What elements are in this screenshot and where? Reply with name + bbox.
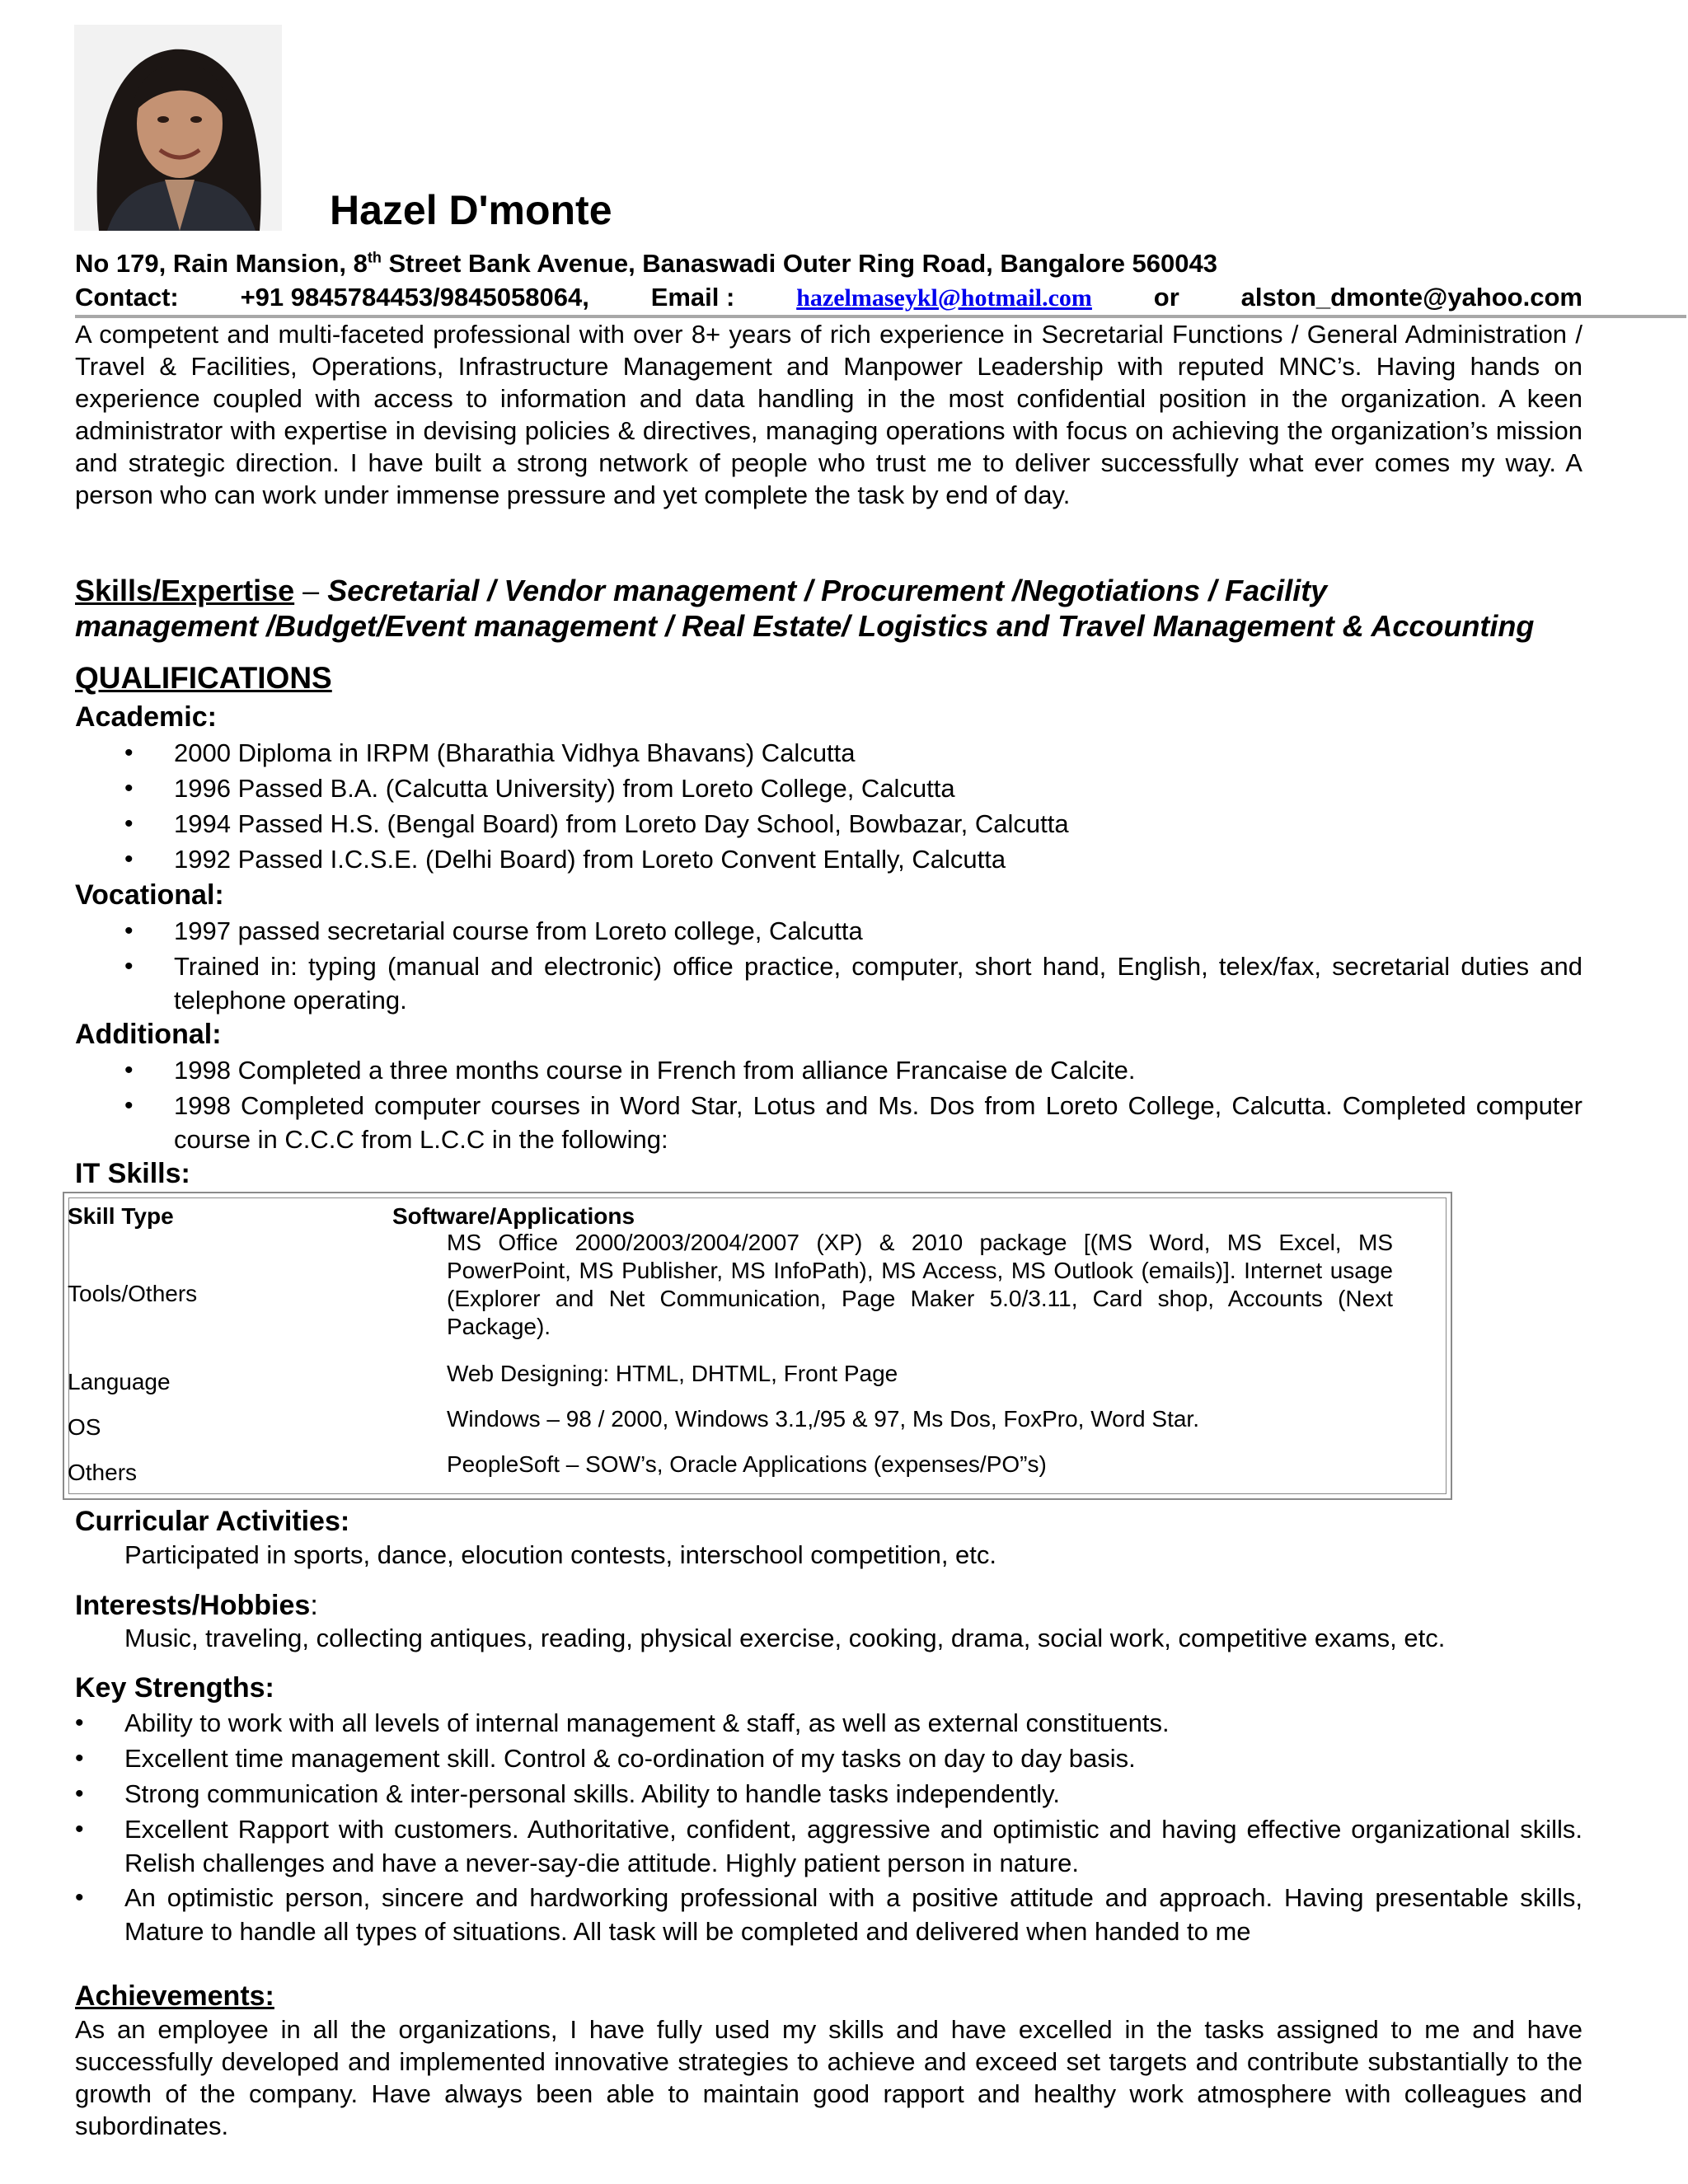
column-header-skill-type: Skill Type	[68, 1203, 174, 1229]
contact-line	[75, 282, 1582, 314]
email-label: Email :	[650, 283, 735, 312]
interests-colon: :	[310, 1590, 318, 1621]
skills-expertise	[75, 573, 1616, 644]
list-item: • 1994 Passed H.S. (Bengal Board) from Loreto Day School, Bowbazar, Calcutta	[174, 807, 1582, 841]
address-superscript: th	[367, 249, 382, 266]
list-item: • 1998 Completed a three months course in French from alliance Francaise de Calcite.	[174, 1053, 1582, 1088]
list-item: • An optimistic person, sincere and hardworking professional with a positive attitude and approach. Having presentable skills, Mature to handle all types of situations. All task will be completed and delivered when handed to me	[124, 1881, 1582, 1948]
email-secondary: alston_dmonte@yahoo.com	[1240, 283, 1582, 312]
academic-list	[174, 736, 1582, 878]
additional-list	[174, 1053, 1582, 1157]
list-item: • 2000 Diploma in IRPM (Bharathia Vidhya Bhavans) Calcutta	[174, 736, 1582, 771]
list-item: • Excellent time management skill. Control & co-ordination of my tasks on day to day basis.	[124, 1741, 1582, 1776]
row-skill-type: OS	[68, 1414, 101, 1440]
key-strengths-heading: Key Strengths:	[75, 1672, 274, 1704]
academic-heading: Academic:	[75, 701, 217, 733]
skills-dash: –	[294, 574, 328, 607]
achievements-text: As an employee in all the organizations, I have fully used my skills and have excelled in the tasks assigned to me and have successfully developed and implemented innovative strategies to achieve and exceed set targets and contribute substantially to the growth of the company. Have always been able to maintain good rapport and healthy work atmosphere with colleagues and subordinates.	[75, 2015, 1582, 2140]
list-item: • 1998 Completed computer courses in Word Star, Lotus and Ms. Dos from Loreto College, Calcutta. Completed computer course in C.C.C from L.C.C in the following:	[174, 1089, 1582, 1156]
skills-line-2: management /Budget/Event management / Real Estate/ Logistics and Travel Management & Accounting	[75, 609, 1535, 643]
address-part: No 179, Rain Mansion, 8	[75, 249, 368, 278]
or-text: or	[1153, 283, 1179, 312]
profile-summary: A competent and multi-faceted professional with over 8+ years of rich experience in Secretarial Functions / General Administration / Travel & Facilities, Operations, Infrastructure Management and Manpower Leadership with reputed MNC’s. Having hands on experience coupled with access to information and data handling in the most confidential position in the organization. A keen administrator with expertise in devising policies & directives, managing operations with focus on achieving the organization’s mission and strategic direction. I have built a strong network of people who trust me to deliver successfully what ever comes my way. A person who can work under immense pressure and yet complete the task by end of day.	[75, 320, 1582, 509]
list-item: • Trained in: typing (manual and electronic) office practice, computer, short hand, English, telex/fax, secretarial duties and telephone operating.	[174, 949, 1582, 1017]
curricular-text: Participated in sports, dance, elocution contests, interschool competition, etc.	[124, 1540, 997, 1569]
candidate-name: Hazel D'monte	[330, 187, 612, 233]
vocational-list	[174, 914, 1582, 1018]
it-skills-heading: IT Skills:	[75, 1158, 190, 1189]
list-item: • 1992 Passed I.C.S.E. (Delhi Board) from Loreto Convent Entally, Calcutta	[174, 842, 1582, 877]
row-skill-type: Others	[68, 1460, 138, 1485]
vocational-heading: Vocational:	[75, 879, 224, 911]
email-link[interactable]: hazelmaseykl@hotmail.com	[796, 284, 1092, 312]
profile-photo	[74, 25, 282, 231]
key-strengths-list	[124, 1706, 1582, 1949]
row-software: MS Office 2000/2003/2004/2007 (XP) & 2010 package [(MS Word, MS Excel, MS PowerPoint, MS Publisher, MS InfoPath), MS Access, MS Outlook (emails)]. Internet usage (Explorer and Net Communication, Page Maker 5.0/3.11, Card shop, Accounts (Next Package).	[447, 1230, 1393, 1339]
list-item: • Ability to work with all levels of internal management & staff, as well as external constituents.	[124, 1706, 1582, 1741]
skills-heading: Skills/Expertise	[75, 574, 295, 607]
contact-label: Contact:	[75, 283, 179, 312]
column-header-software: Software/Applications	[392, 1203, 635, 1229]
achievements-heading: Achievements:	[75, 1980, 274, 2012]
interests-text: Music, traveling, collecting antiques, reading, physical exercise, cooking, drama, social work, competitive exams, etc.	[124, 1624, 1446, 1652]
row-skill-type: Tools/Others	[68, 1281, 198, 1306]
row-skill-type: Language	[68, 1369, 171, 1394]
list-item: • Excellent Rapport with customers. Authoritative, confident, aggressive and optimistic and having effective organizational skills. Relish challenges and have a never-say-die attitude. Highly patient person in nature.	[124, 1812, 1582, 1880]
list-item: • 1997 passed secretarial course from Loreto college, Calcutta	[174, 914, 1582, 949]
row-software: PeopleSoft – SOW’s, Oracle Applications (expenses/PO”s)	[447, 1451, 1047, 1477]
interests-heading	[75, 1589, 318, 1622]
skills-line-1: Secretarial / Vendor management / Procurement /Negotiations / Facility	[327, 574, 1328, 607]
interests-heading-text: Interests/Hobbies	[75, 1590, 311, 1621]
list-item: • 1996 Passed B.A. (Calcutta University) from Loreto College, Calcutta	[174, 771, 1582, 806]
portrait-image	[74, 25, 282, 231]
phone-numbers: +91 9845784453/9845058064,	[240, 283, 589, 312]
address-part: Street Bank Avenue, Banaswadi Outer Ring Road, Bangalore 560043	[381, 249, 1218, 278]
curricular-heading: Curricular Activities:	[75, 1506, 350, 1537]
additional-heading: Additional:	[75, 1019, 222, 1050]
qualifications-heading: QUALIFICATIONS	[75, 661, 332, 695]
row-software: Web Designing: HTML, DHTML, Front Page	[447, 1361, 898, 1386]
list-item: • Strong communication & inter-personal skills. Ability to handle tasks independently.	[124, 1777, 1582, 1811]
address-line	[75, 249, 1583, 279]
row-software: Windows – 98 / 2000, Windows 3.1,/95 & 97, Ms Dos, FoxPro, Word Star.	[447, 1406, 1199, 1432]
it-skills-table	[63, 1192, 1452, 1500]
